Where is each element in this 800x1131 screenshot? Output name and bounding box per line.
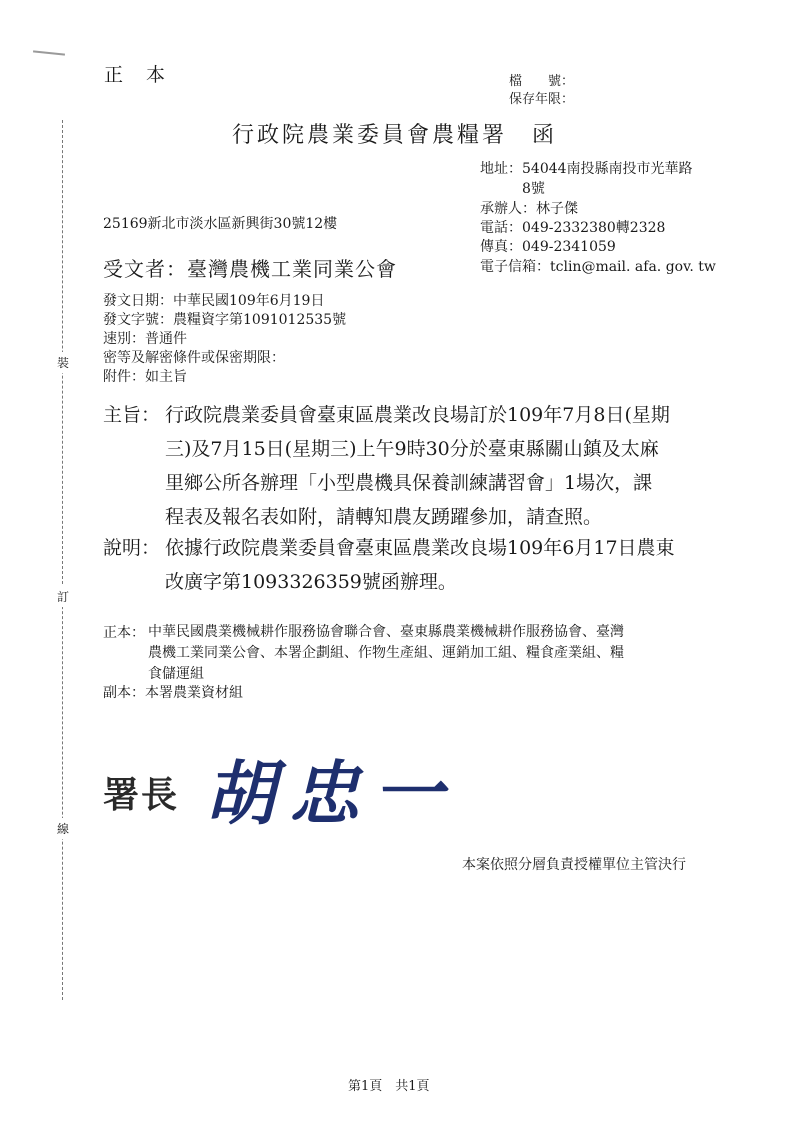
subject-line: 行政院農業委員會臺東區農業改良場訂於109年7月8日(星期 (165, 404, 670, 426)
binding-mark-ding: 訂 (57, 586, 69, 607)
meta-attachment-label: 附件： (103, 369, 145, 385)
distribution-copy-label: 副本： (103, 685, 145, 701)
document-title: 行政院農業委員會農糧署 函 (232, 123, 558, 148)
distribution-main-label: 正本： (103, 625, 145, 641)
binding-mark-zhuang: 裝 (57, 352, 69, 373)
distribution-main-list (148, 622, 624, 685)
meta-issue-date (103, 290, 324, 310)
authority-note: 本案依照分層負責授權單位主管決行 (462, 857, 686, 873)
distribution-main-line: 農機工業同業公會、本署企劃組、作物生產組、運銷加工組、糧食產業組、糧 (148, 645, 624, 661)
explanation-line: 改廣字第1093326359號函辦理。 (165, 571, 457, 593)
meta-document-number-value: 農糧資字第1091012535號 (173, 312, 347, 328)
meta-urgency (103, 328, 187, 348)
meta-urgency-label: 速別： (103, 331, 145, 347)
sender-email-value: tclin@mail. afa. gov. tw (550, 259, 716, 275)
recipient-label: 受文者： (103, 257, 187, 281)
sender-email-label: 電子信箱： (480, 259, 550, 275)
sender-address-line1: 54044南投縣南投市光華路 (522, 161, 693, 177)
recipient (103, 253, 397, 282)
explanation-line: 依據行政院農業委員會臺東區農業改良場109年6月17日農東 (165, 537, 675, 559)
signature-title: 署長 (103, 774, 180, 816)
explanation-body (165, 531, 675, 599)
meta-attachment (103, 366, 187, 386)
sender-email (480, 256, 716, 276)
sender-address-line2: 8號 (522, 181, 545, 197)
meta-document-number (103, 309, 346, 329)
meta-document-number-label: 發文字號： (103, 312, 173, 328)
recipient-name: 臺灣農機工業同業公會 (187, 257, 397, 281)
meta-attachment-value: 如主旨 (145, 369, 187, 385)
sender-fax (480, 236, 616, 256)
sender-address (480, 158, 693, 178)
meta-confidentiality (103, 347, 285, 367)
sender-phone-value: 049-2332380轉2328 (522, 220, 666, 236)
subject-line: 里鄉公所各辦理「小型農機具保養訓練講習會」1場次，課 (165, 472, 653, 494)
meta-issue-date-label: 發文日期： (103, 293, 173, 309)
page-footer: 第1頁 共1頁 (348, 1079, 430, 1094)
sender-phone-label: 電話： (480, 220, 522, 236)
sender-fax-label: 傳真： (480, 239, 522, 255)
sender-address-label: 地址： (480, 161, 522, 177)
binding-line (62, 120, 63, 1000)
sender-phone (480, 217, 665, 237)
meta-urgency-value: 普通件 (145, 331, 187, 347)
sender-contact (480, 198, 578, 218)
meta-issue-date-value: 中華民國109年6月19日 (173, 293, 325, 309)
explanation-label: 說明： (103, 537, 161, 559)
subject-line: 三)及7月15日(星期三)上午9時30分於臺東縣關山鎮及太麻 (165, 438, 659, 460)
distribution-main-line: 食儲運組 (148, 666, 204, 682)
subject-line: 程表及報名表如附，請轉知農友踴躍參加，請查照。 (165, 506, 603, 528)
pen-stroke-mark (33, 50, 65, 55)
distribution-main-line: 中華民國農業機械耕作服務協會聯合會、臺東縣農業機械耕作服務協會、臺灣 (148, 624, 624, 640)
binding-mark-xian: 線 (57, 818, 69, 839)
sender-contact-label: 承辦人： (480, 201, 536, 217)
signature-name: 胡忠一 (205, 752, 457, 835)
sender-contact-value: 林子傑 (536, 201, 578, 217)
meta-confidentiality-label: 密等及解密條件或保密期限： (103, 350, 285, 366)
distribution-copy (103, 682, 243, 702)
recipient-address: 25169新北市淡水區新興街30號12樓 (103, 216, 338, 232)
subject-body (165, 398, 670, 534)
retention-period-label: 保存年限： (509, 92, 575, 107)
file-number-label: 檔 號： (509, 74, 575, 89)
distribution-copy-value: 本署農業資材組 (145, 685, 243, 701)
sender-fax-value: 049-2341059 (522, 239, 616, 255)
subject-label: 主旨： (103, 404, 161, 426)
copy-type-label: 正 本 (104, 64, 168, 86)
